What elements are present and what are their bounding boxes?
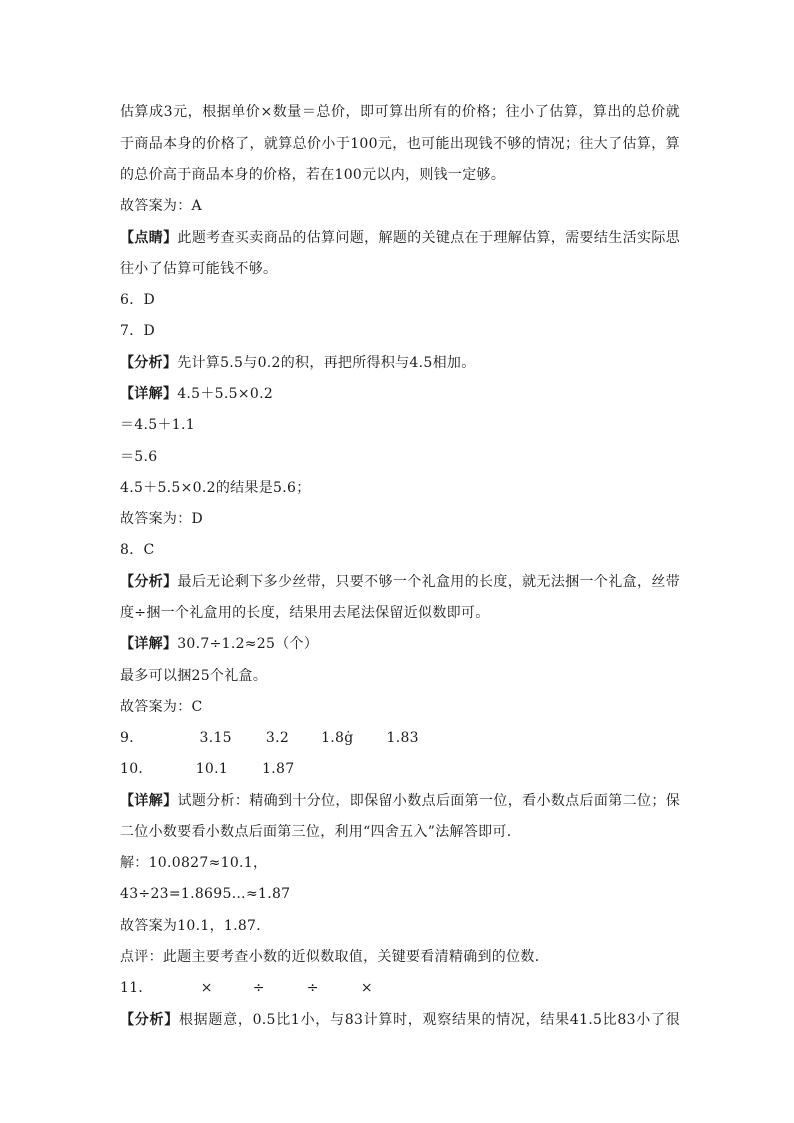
- q10-answers: [120, 759, 680, 779]
- section-label: 【分析】: [120, 574, 178, 590]
- section-label: 【分析】: [120, 355, 178, 371]
- answer-line: 6．D: [120, 292, 156, 308]
- q9-answer-1: 3.15: [199, 730, 232, 746]
- text-span: 30.7÷1.2≈25（个）: [177, 636, 319, 652]
- q11-answer-2: ÷: [252, 980, 265, 996]
- xiangjie-line: [120, 791, 680, 811]
- comment-line: 点评：此题主要考查小数的近似数取值，关键要看清精确到的位数．: [120, 949, 549, 965]
- text-line: 于商品本身的价格了，就算总价小于100元，也可能出现钱不够的情况；往大了估算，算: [120, 136, 680, 152]
- q9-answer-3-value: 1.8: [321, 730, 345, 746]
- fenxi-line: [120, 1010, 680, 1030]
- math-line: ＝5.6: [120, 449, 158, 465]
- text-line: 往小了估算可能钱不够。: [120, 261, 278, 277]
- text-line: 二位小数要看小数点后面第三位，利用“四舍五入”法解答即可．: [120, 824, 522, 840]
- q9-answer-2: 3.2: [265, 730, 290, 746]
- q11-answer-3: ÷: [306, 980, 319, 996]
- section-label: 【详解】: [120, 386, 178, 402]
- q9-answer-3-mark: ġ: [344, 730, 354, 746]
- answer-line: 7．D: [120, 323, 156, 339]
- text-line: 度÷捆一个礼盒用的长度，结果用去尾法保留近似数即可。: [120, 605, 490, 621]
- q9-answers: [120, 728, 680, 748]
- fenxi-line: [120, 353, 680, 373]
- text-span: 根据题意，0.5比1小，与83计算时，观察结果的情况，结果41.5比83小了很: [178, 1012, 680, 1028]
- section-label: 【分析】: [120, 1012, 179, 1028]
- text-line: 4.5＋5.5×0.2的结果是5.6；: [120, 480, 311, 496]
- q11-number: 11．: [120, 980, 153, 996]
- section-label: 【详解】: [120, 793, 178, 809]
- xiangjie-line: [120, 384, 680, 404]
- section-label: 【详解】: [120, 636, 178, 652]
- text-line: 最多可以捆25个礼盒。: [120, 668, 268, 684]
- q9-number: 9．: [120, 730, 144, 746]
- math-line: 解：10.0827≈10.1，: [120, 855, 268, 871]
- math-line: ＝4.5＋1.1: [120, 417, 195, 433]
- q10-answer-2: 1.87: [262, 761, 295, 777]
- text-span: 试题分析：精确到十分位，即保留小数点后面第一位，看小数点后面第二位；保: [177, 793, 680, 809]
- q9-answer-4: 1.83: [386, 730, 419, 746]
- answer-line: 故答案为：C: [120, 699, 203, 715]
- answer-line: 8．C: [120, 542, 155, 558]
- text-span: 先计算5.5与0.2的积，再把所得积与4.5相加。: [177, 355, 476, 371]
- text-span: 最后无论剩下多少丝带，只要不够一个礼盒用的长度，就无法捆一个礼盒，丝带: [177, 574, 680, 590]
- dianjing-line: [120, 228, 680, 248]
- q11-answer-1: ×: [200, 980, 213, 996]
- q10-number: 10．: [120, 761, 153, 777]
- math-line: 43÷23=1.8695…≈1.87: [120, 886, 291, 902]
- section-label: 【点睛】: [120, 230, 178, 246]
- q10-answer-1: 10.1: [195, 761, 229, 777]
- text-span: 此题考查买卖商品的估算问题，解题的关键点在于理解估算，需要结生活实际思: [177, 230, 680, 246]
- q11-answer-4: ×: [360, 980, 373, 996]
- answer-line: 故答案为：D: [120, 511, 204, 527]
- text-line: 的总价高于商品本身的价格，若在100元以内，则钱一定够。: [120, 167, 506, 183]
- answer-line: 故答案为：A: [120, 198, 202, 214]
- text-line: 估算成3元，根据单价×数量＝总价，即可算出所有的价格；往小了估算，算出的总价就: [120, 104, 680, 120]
- answer-line: 故答案为10.1，1.87．: [120, 918, 271, 934]
- text-span: 4.5＋5.5×0.2: [177, 386, 274, 402]
- q9-answer-3: [321, 728, 353, 748]
- q11-answers: [120, 978, 680, 998]
- xiangjie-line: [120, 634, 680, 654]
- fenxi-line: [120, 572, 680, 592]
